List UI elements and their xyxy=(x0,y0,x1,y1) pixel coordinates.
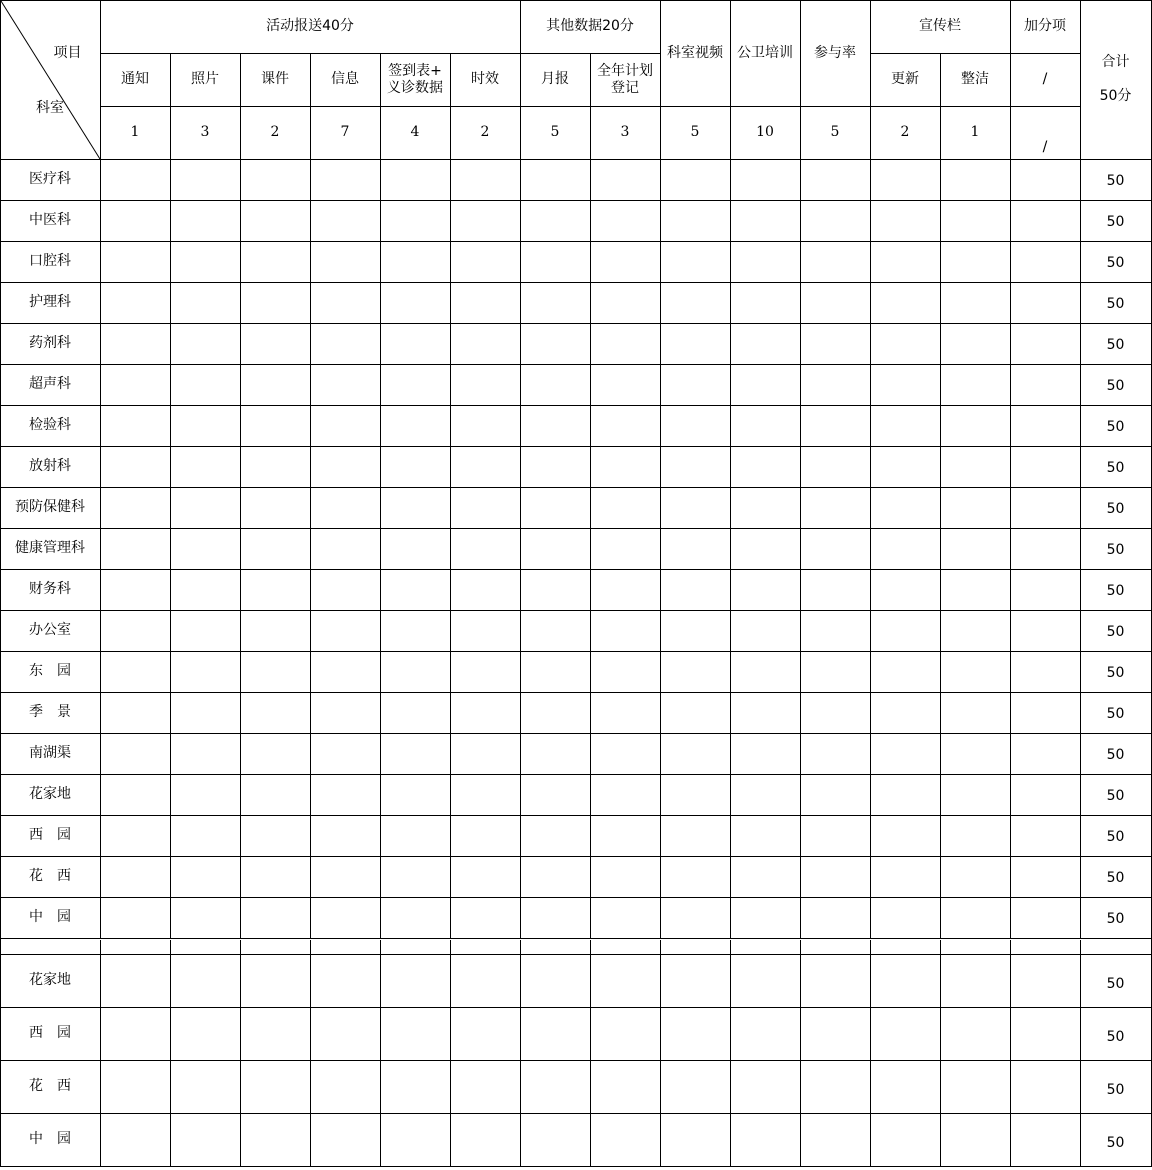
row-total: 50 xyxy=(1106,788,1125,804)
grid-line-v xyxy=(450,159,451,939)
grid-line-h xyxy=(0,938,1152,939)
grid-line-h xyxy=(870,53,1081,54)
grid-line-v xyxy=(590,159,591,939)
dept-name: 健康管理科 xyxy=(15,540,85,556)
grid-line-v xyxy=(240,159,241,939)
grid-line-v xyxy=(1080,940,1081,955)
grid-line-v xyxy=(870,954,871,1167)
row-total: 50 xyxy=(1106,337,1125,353)
grid-line-v xyxy=(450,940,451,955)
dept-name: 东 园 xyxy=(29,663,71,679)
row-total: 50 xyxy=(1106,460,1125,476)
row-total: 50 xyxy=(1106,665,1125,681)
grid-line-v xyxy=(800,954,801,1167)
points-clean: 1 xyxy=(970,124,980,140)
grid-line-v xyxy=(800,159,801,939)
dept-name: 西 园 xyxy=(29,1025,71,1041)
column-header-video: 科室视频 xyxy=(667,44,723,61)
points-timeliness: 2 xyxy=(480,124,490,140)
grid-line-v xyxy=(520,954,521,1167)
dept-name: 放射科 xyxy=(29,458,71,474)
row-total: 50 xyxy=(1106,501,1125,517)
grid-line-h xyxy=(0,1166,1152,1167)
sub-header-timeliness: 时效 xyxy=(471,71,499,87)
grid-line-v xyxy=(590,940,591,955)
grid-line-v xyxy=(0,0,1,1167)
dept-name: 中 园 xyxy=(29,909,71,925)
grid-line-v xyxy=(730,940,731,955)
dept-name: 花家地 xyxy=(29,972,71,988)
grid-line-v xyxy=(590,954,591,1167)
row-total: 50 xyxy=(1106,1135,1125,1151)
row-total: 50 xyxy=(1106,706,1125,722)
grid-line-v xyxy=(730,0,731,160)
sub-header-info: 信息 xyxy=(331,71,359,87)
row-total: 50 xyxy=(1106,1029,1125,1045)
row-total: 50 xyxy=(1106,255,1125,271)
grid-line-v xyxy=(170,940,171,955)
grid-line-h xyxy=(0,405,1152,406)
grid-line-v xyxy=(380,159,381,939)
grid-line-v xyxy=(240,940,241,955)
grid-line-v xyxy=(100,0,101,160)
points-video: 5 xyxy=(690,124,700,140)
row-total: 50 xyxy=(1106,976,1125,992)
points-info: 7 xyxy=(340,124,350,140)
grid-line-v xyxy=(520,159,521,939)
grid-line-h xyxy=(0,692,1152,693)
grid-line-h xyxy=(0,282,1152,283)
grid-line-v xyxy=(800,0,801,160)
row-total: 50 xyxy=(1106,747,1125,763)
grid-line-v xyxy=(870,0,871,160)
dept-name: 医疗科 xyxy=(29,171,71,187)
grid-line-v xyxy=(100,940,101,955)
grid-line-v xyxy=(380,53,381,160)
dept-name: 口腔科 xyxy=(29,253,71,269)
grid-line-v xyxy=(1080,954,1081,1167)
row-total: 50 xyxy=(1106,378,1125,394)
corner-label-item: 项目 xyxy=(53,44,82,61)
group-header-other-data: 其他数据20分 xyxy=(546,18,634,34)
grid-line-v xyxy=(1010,159,1011,939)
dept-name: 财务科 xyxy=(29,581,71,597)
grid-line-v xyxy=(450,53,451,160)
grid-line-v xyxy=(310,940,311,955)
grid-line-v xyxy=(240,53,241,160)
grid-line-v xyxy=(1010,0,1011,160)
grid-line-h xyxy=(0,200,1152,201)
row-total: 50 xyxy=(1106,214,1125,230)
grid-line-v xyxy=(870,940,871,955)
row-total: 50 xyxy=(1106,911,1125,927)
dept-name: 花 西 xyxy=(29,1078,71,1094)
grid-line-v xyxy=(1010,954,1011,1167)
grid-line-v xyxy=(940,954,941,1167)
grid-line-h xyxy=(0,815,1152,816)
grid-line-v xyxy=(100,159,101,939)
grid-line-h xyxy=(0,446,1152,447)
grid-line-v xyxy=(310,954,311,1167)
grid-line-h xyxy=(0,651,1152,652)
grid-line-v xyxy=(730,954,731,1167)
sub-header-clean: 整洁 xyxy=(961,71,989,87)
row-total: 50 xyxy=(1106,419,1125,435)
dept-name: 药剂科 xyxy=(29,335,71,351)
grid-line-v xyxy=(310,159,311,939)
corner-label-dept: 科室 xyxy=(36,99,64,116)
grid-line-v xyxy=(940,53,941,160)
points-signin: 4 xyxy=(410,124,420,140)
column-header-total: 合计 50分 xyxy=(1099,54,1132,104)
grid-line-h xyxy=(0,159,1152,160)
sub-header-notice: 通知 xyxy=(121,71,149,87)
grid-line-v xyxy=(940,159,941,939)
grid-line-h xyxy=(0,954,1152,955)
dept-name: 预防保健科 xyxy=(15,499,85,515)
grid-line-v xyxy=(310,53,311,160)
dept-name: 花 西 xyxy=(29,868,71,884)
row-total: 50 xyxy=(1106,829,1125,845)
grid-line-h xyxy=(0,241,1152,242)
grid-line-v xyxy=(380,940,381,955)
group-header-bonus: 加分项 xyxy=(1024,18,1066,34)
grid-line-h xyxy=(0,1060,1152,1061)
grid-line-v xyxy=(870,159,871,939)
points-courseware: 2 xyxy=(270,124,280,140)
grid-line-h xyxy=(0,487,1152,488)
points-participation: 5 xyxy=(830,124,840,140)
grid-line-v xyxy=(660,159,661,939)
grid-line-h xyxy=(0,364,1152,365)
row-total: 50 xyxy=(1106,583,1125,599)
row-total: 50 xyxy=(1106,624,1125,640)
grid-line-v xyxy=(660,954,661,1167)
grid-line-h xyxy=(0,897,1152,898)
dept-name: 中 园 xyxy=(29,1131,71,1147)
grid-line-h xyxy=(0,569,1152,570)
sub-header-courseware: 课件 xyxy=(261,71,289,87)
grid-line-v xyxy=(380,954,381,1167)
points-notice: 1 xyxy=(130,124,140,140)
dept-name: 中医科 xyxy=(29,212,71,228)
grid-line-h xyxy=(0,774,1152,775)
grid-line-v xyxy=(100,954,101,1167)
grid-line-h xyxy=(0,1113,1152,1114)
dept-name: 超声科 xyxy=(29,376,71,392)
column-header-training: 公卫培训 xyxy=(737,44,793,61)
grid-line-v xyxy=(170,159,171,939)
grid-line-v xyxy=(800,940,801,955)
dept-name: 南湖渠 xyxy=(29,745,71,761)
group-header-activity: 活动报送40分 xyxy=(266,18,354,34)
sub-header-photo: 照片 xyxy=(191,71,219,87)
dept-name: 检验科 xyxy=(29,417,71,433)
sub-header-bonus-slash: / xyxy=(1042,71,1048,87)
row-total: 50 xyxy=(1106,870,1125,886)
grid-line-v xyxy=(940,940,941,955)
dept-name: 花家地 xyxy=(29,786,71,802)
grid-line-v xyxy=(170,954,171,1167)
dept-name: 办公室 xyxy=(29,622,71,638)
points-update: 2 xyxy=(900,124,910,140)
grid-line-h xyxy=(0,856,1152,857)
points-monthly: 5 xyxy=(550,124,560,140)
dept-name: 季 景 xyxy=(29,704,71,720)
grid-line-v xyxy=(1010,940,1011,955)
row-total: 50 xyxy=(1106,173,1125,189)
sub-header-plan: 全年计划 登记 xyxy=(597,62,653,96)
points-photo: 3 xyxy=(200,124,210,140)
row-total: 50 xyxy=(1106,542,1125,558)
sub-header-update: 更新 xyxy=(891,71,919,87)
grid-line-v xyxy=(520,0,521,160)
grid-line-v xyxy=(660,940,661,955)
grid-line-v xyxy=(660,0,661,160)
grid-line-h xyxy=(0,1007,1152,1008)
grid-line-v xyxy=(240,954,241,1167)
points-plan: 3 xyxy=(620,124,630,140)
row-total: 50 xyxy=(1106,1082,1125,1098)
points-training: 10 xyxy=(756,124,774,140)
grid-line-h xyxy=(0,610,1152,611)
corner-diagonal xyxy=(0,0,101,160)
group-header-board: 宣传栏 xyxy=(919,18,961,34)
row-total: 50 xyxy=(1106,296,1125,312)
grid-line-v xyxy=(170,53,171,160)
dept-name: 西 园 xyxy=(29,827,71,843)
grid-line-v xyxy=(730,159,731,939)
dept-name: 护理科 xyxy=(29,294,71,310)
grid-line-h xyxy=(0,323,1152,324)
grid-line-h xyxy=(0,528,1152,529)
points-bonus-slash: / xyxy=(1042,138,1048,155)
column-header-participation: 参与率 xyxy=(814,44,856,61)
grid-line-h xyxy=(0,733,1152,734)
grid-line-v xyxy=(1080,159,1081,939)
grid-line-v xyxy=(1080,0,1081,160)
grid-line-v xyxy=(450,954,451,1167)
grid-line-v xyxy=(590,53,591,160)
sub-header-signin: 签到表+ 义诊数据 xyxy=(387,62,443,96)
grid-line-h xyxy=(0,0,1152,1)
sub-header-monthly: 月报 xyxy=(541,71,569,87)
grid-line-v xyxy=(520,940,521,955)
